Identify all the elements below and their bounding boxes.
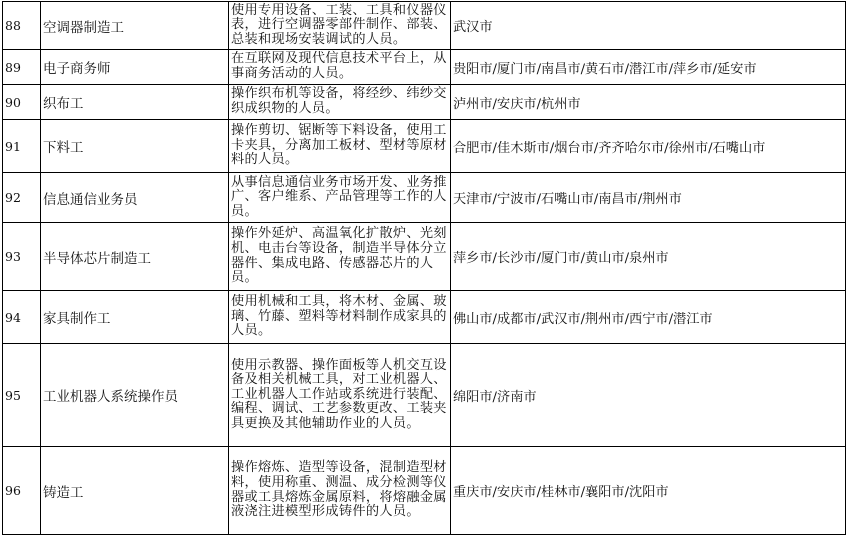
row-number: 92 — [3, 173, 41, 223]
occupation-cities: 合肥市/佳木斯市/烟台市/齐齐哈尔市/徐州市/石嘴山市 — [451, 120, 846, 173]
occupation-name: 半导体芯片制造工 — [41, 223, 229, 291]
occupation-cities: 贵阳市/厦门市/南昌市/黄石市/潜江市/萍乡市/延安市 — [451, 50, 846, 85]
occupation-description: 使用机械和工具，将木材、金属、玻璃、竹藤、塑料等材料制作成家具的人员。 — [229, 291, 451, 344]
row-number: 91 — [3, 120, 41, 173]
occupation-description: 操作织布机等设备，将经纱、纬纱交织成织物的人员。 — [229, 85, 451, 120]
occupation-cities: 绵阳市/济南市 — [451, 344, 846, 447]
occupation-name: 空调器制造工 — [41, 2, 229, 50]
row-number: 95 — [3, 344, 41, 447]
occupation-cities: 萍乡市/长沙市/厦门市/黄山市/泉州市 — [451, 223, 846, 291]
occupation-name: 织布工 — [41, 85, 229, 120]
table-row — [3, 223, 846, 291]
occupation-name: 家具制作工 — [41, 291, 229, 344]
table-row — [3, 291, 846, 344]
table-row — [3, 2, 846, 50]
row-number: 94 — [3, 291, 41, 344]
table-row — [3, 344, 846, 447]
row-number: 88 — [3, 2, 41, 50]
row-number: 90 — [3, 85, 41, 120]
occupation-table — [2, 1, 846, 535]
occupation-description: 操作剪切、锯断等下料设备，使用工卡夹具，分离加工板材、型材等原材料的人员。 — [229, 120, 451, 173]
occupation-name: 信息通信业务员 — [41, 173, 229, 223]
occupation-name: 铸造工 — [41, 447, 229, 535]
occupation-cities: 佛山市/成都市/武汉市/荆州市/西宁市/潜江市 — [451, 291, 846, 344]
row-number: 89 — [3, 50, 41, 85]
table-row — [3, 85, 846, 120]
row-number: 93 — [3, 223, 41, 291]
occupation-cities: 泸州市/安庆市/杭州市 — [451, 85, 846, 120]
occupation-description: 使用示教器、操作面板等人机交互设备及相关机械工具，对工业机器人、工业机器人工作站或系统进行装配、编程、调试、工艺参数更改、工装夹具更换及其他辅助作业的人员。 — [229, 344, 451, 447]
occupation-cities: 武汉市 — [451, 2, 846, 50]
table-row — [3, 120, 846, 173]
occupation-cities: 天津市/宁波市/石嘴山市/南昌市/荆州市 — [451, 173, 846, 223]
table-row — [3, 447, 846, 535]
occupation-description: 从事信息通信业务市场开发、业务推广、客户维系、产品管理等工作的人员。 — [229, 173, 451, 223]
occupation-name: 电子商务师 — [41, 50, 229, 85]
row-number: 96 — [3, 447, 41, 535]
table-row — [3, 50, 846, 85]
occupation-cities: 重庆市/安庆市/桂林市/襄阳市/沈阳市 — [451, 447, 846, 535]
occupation-name: 工业机器人系统操作员 — [41, 344, 229, 447]
occupation-description: 操作熔炼、造型等设备，混制造型材料，使用称重、测温、成分检测等仪器或工具熔炼金属原料，将熔融金属液浇注进模型形成铸件的人员。 — [229, 447, 451, 535]
occupation-description: 使用专用设备、工装、工具和仪器仪表，进行空调器零部件制作、部装、总装和现场安装调试的人员。 — [229, 2, 451, 50]
occupation-description: 操作外延炉、高温氧化扩散炉、光刻机、电击台等设备，制造半导体分立器件、集成电路、传感器芯片的人员。 — [229, 223, 451, 291]
table-row — [3, 173, 846, 223]
occupation-name: 下料工 — [41, 120, 229, 173]
occupation-description: 在互联网及现代信息技术平台上，从事商务活动的人员。 — [229, 50, 451, 85]
